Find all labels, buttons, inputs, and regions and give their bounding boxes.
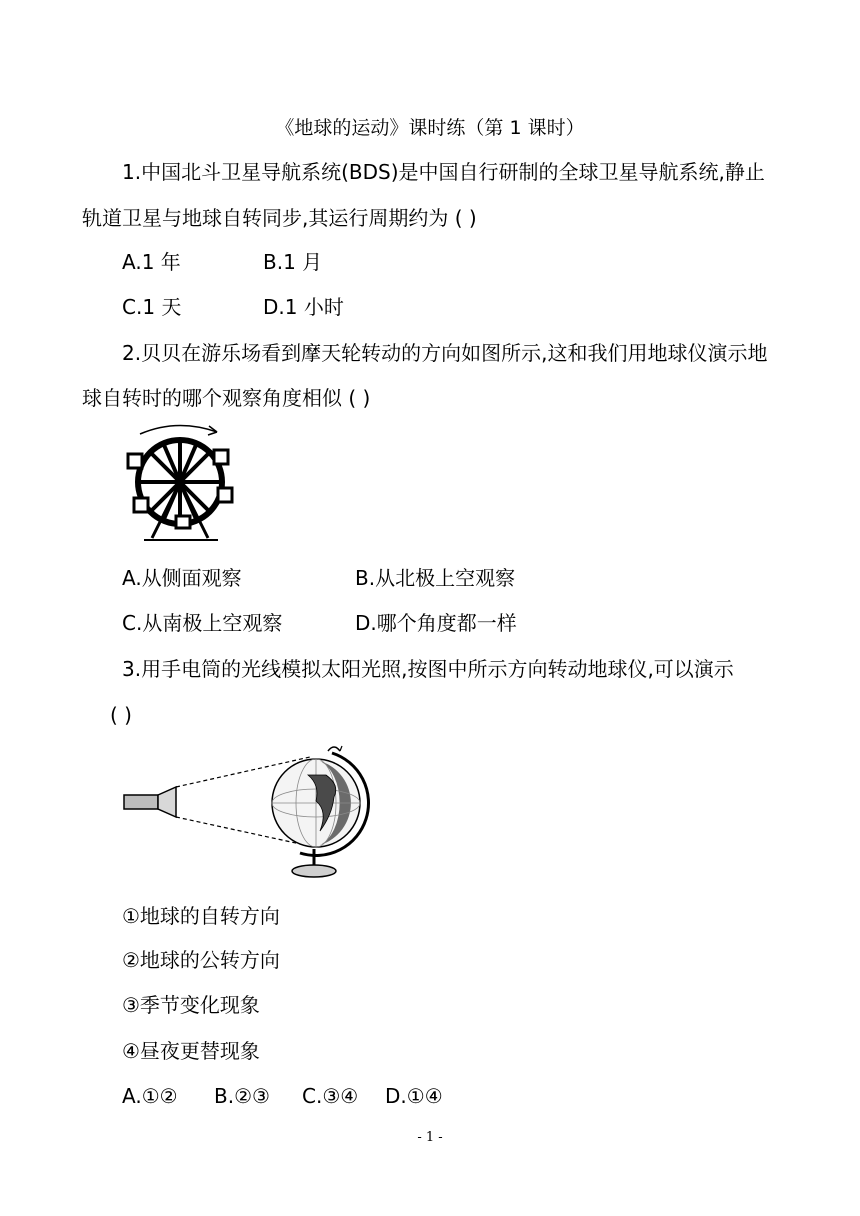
ferris-wheel-figure — [122, 420, 242, 545]
question-2-text-line-2: 球自转时的哪个观察角度相似 ( ) — [82, 386, 371, 410]
question-2-option-a: A.从侧面观察 — [122, 566, 242, 590]
flashlight-globe-figure — [120, 745, 370, 885]
question-3-statement-4: ④昼夜更替现象 — [122, 1039, 260, 1063]
page-number: - 1 - — [417, 1130, 443, 1145]
question-2-option-b: B.从北极上空观察 — [355, 566, 516, 590]
question-2-option-d: D.哪个角度都一样 — [355, 611, 517, 635]
question-1-option-a: A.1 年 — [122, 250, 181, 274]
question-3-option-b: B.②③ — [214, 1084, 270, 1108]
question-1-text-line-1: 1.中国北斗卫星导航系统(BDS)是中国自行研制的全球卫星导航系统,静止 — [122, 160, 765, 184]
page-title: 《地球的运动》课时练（第 1 课时） — [275, 117, 585, 139]
question-1-option-c: C.1 天 — [122, 295, 182, 319]
question-2-option-c: C.从南极上空观察 — [122, 611, 283, 635]
question-3-text-line-2: ( ) — [110, 703, 132, 727]
question-3-statement-1: ①地球的自转方向 — [122, 904, 280, 928]
question-3-option-c: C.③④ — [302, 1084, 359, 1108]
question-1-text-line-2: 轨道卫星与地球自转同步,其运行周期约为 ( ) — [82, 206, 477, 230]
question-3-text-line-1: 3.用手电筒的光线模拟太阳光照,按图中所示方向转动地球仪,可以演示 — [122, 657, 734, 681]
question-3-option-a: A.①② — [122, 1084, 178, 1108]
question-1-option-d: D.1 小时 — [263, 295, 344, 319]
question-2-text-line-1: 2.贝贝在游乐场看到摩天轮转动的方向如图所示,这和我们用地球仪演示地 — [122, 341, 768, 365]
question-3-option-d: D.①④ — [385, 1084, 443, 1108]
question-3-statement-3: ③季节变化现象 — [122, 993, 260, 1017]
question-1-option-b: B.1 月 — [263, 250, 323, 274]
question-3-statement-2: ②地球的公转方向 — [122, 948, 280, 972]
